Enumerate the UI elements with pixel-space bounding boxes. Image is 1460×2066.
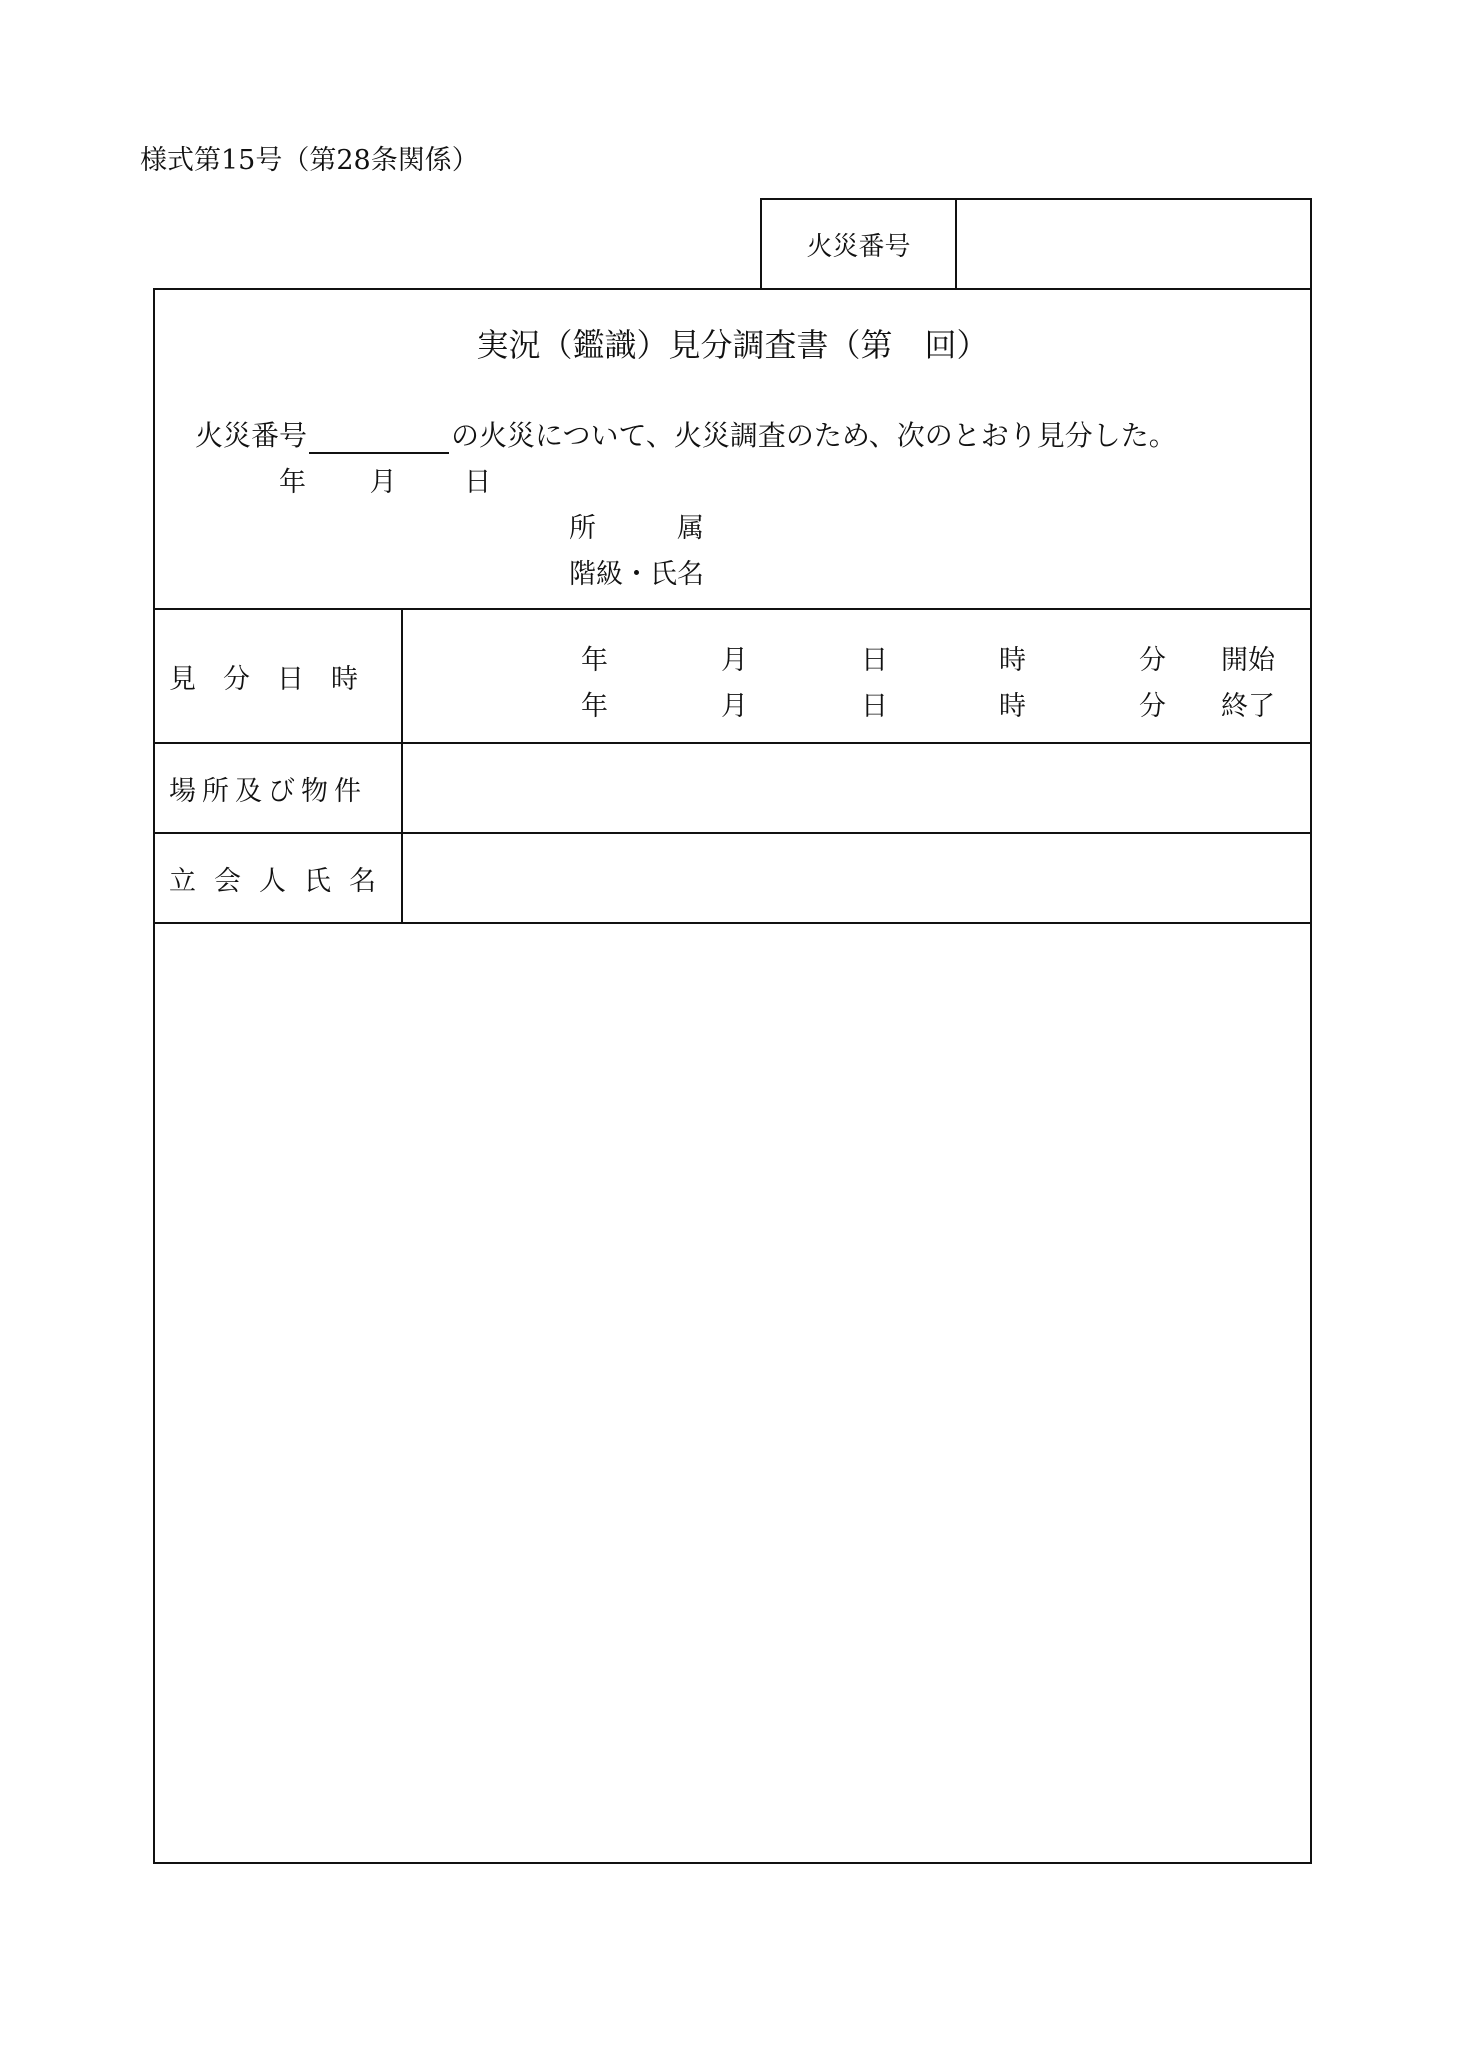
start-hour-label: 時 (999, 645, 1026, 676)
witness-name-row (155, 834, 1310, 924)
end-minute-label: 分 (1139, 691, 1166, 722)
affiliation-label: 所 属 (569, 513, 704, 544)
fire-number-blank[interactable] (309, 424, 449, 454)
end-datetime-line (403, 684, 1310, 722)
inspection-datetime-label: 見 分 日 時 (155, 610, 403, 742)
start-status-label: 開始 (1221, 645, 1275, 676)
report-body-area[interactable] (155, 924, 1310, 1862)
intro-suffix: の火災について、火災調査のため、次のとおり見分した。 (451, 419, 1177, 452)
fire-number-field[interactable] (957, 200, 1310, 288)
inspection-datetime-row (155, 610, 1310, 744)
start-month-label: 月 (721, 645, 748, 676)
intro-statement (195, 414, 1177, 454)
form-number-label: 様式第15号（第28条関係） (140, 145, 479, 176)
report-header (155, 290, 1310, 610)
end-day-label: 日 (861, 691, 888, 722)
place-and-object-field[interactable] (403, 744, 1310, 832)
start-datetime-line (403, 638, 1310, 676)
inspection-datetime-field[interactable] (403, 610, 1310, 742)
start-minute-label: 分 (1139, 645, 1166, 676)
end-month-label: 月 (721, 691, 748, 722)
rank-name-label: 階級・氏名 (569, 559, 704, 590)
fire-number-box (760, 198, 1312, 288)
end-year-label: 年 (581, 691, 608, 722)
witness-name-field[interactable] (403, 834, 1310, 922)
end-hour-label: 時 (999, 691, 1026, 722)
date-year-label: 年 (279, 467, 306, 498)
start-day-label: 日 (861, 645, 888, 676)
date-day-label: 日 (464, 467, 492, 498)
intro-prefix: 火災番号 (195, 419, 308, 452)
place-and-object-row (155, 744, 1310, 834)
document-title: 実況（鑑識）見分調査書（第 回） (476, 326, 989, 364)
report-date[interactable] (279, 460, 491, 499)
date-month-label: 月 (369, 467, 397, 498)
witness-name-label: 立会人氏名 (155, 834, 403, 922)
start-year-label: 年 (581, 645, 608, 676)
place-and-object-label: 場所及び物件 (155, 744, 403, 832)
end-status-label: 終了 (1221, 691, 1275, 722)
fire-number-label: 火災番号 (762, 200, 957, 288)
inspection-report-form (153, 288, 1312, 1864)
